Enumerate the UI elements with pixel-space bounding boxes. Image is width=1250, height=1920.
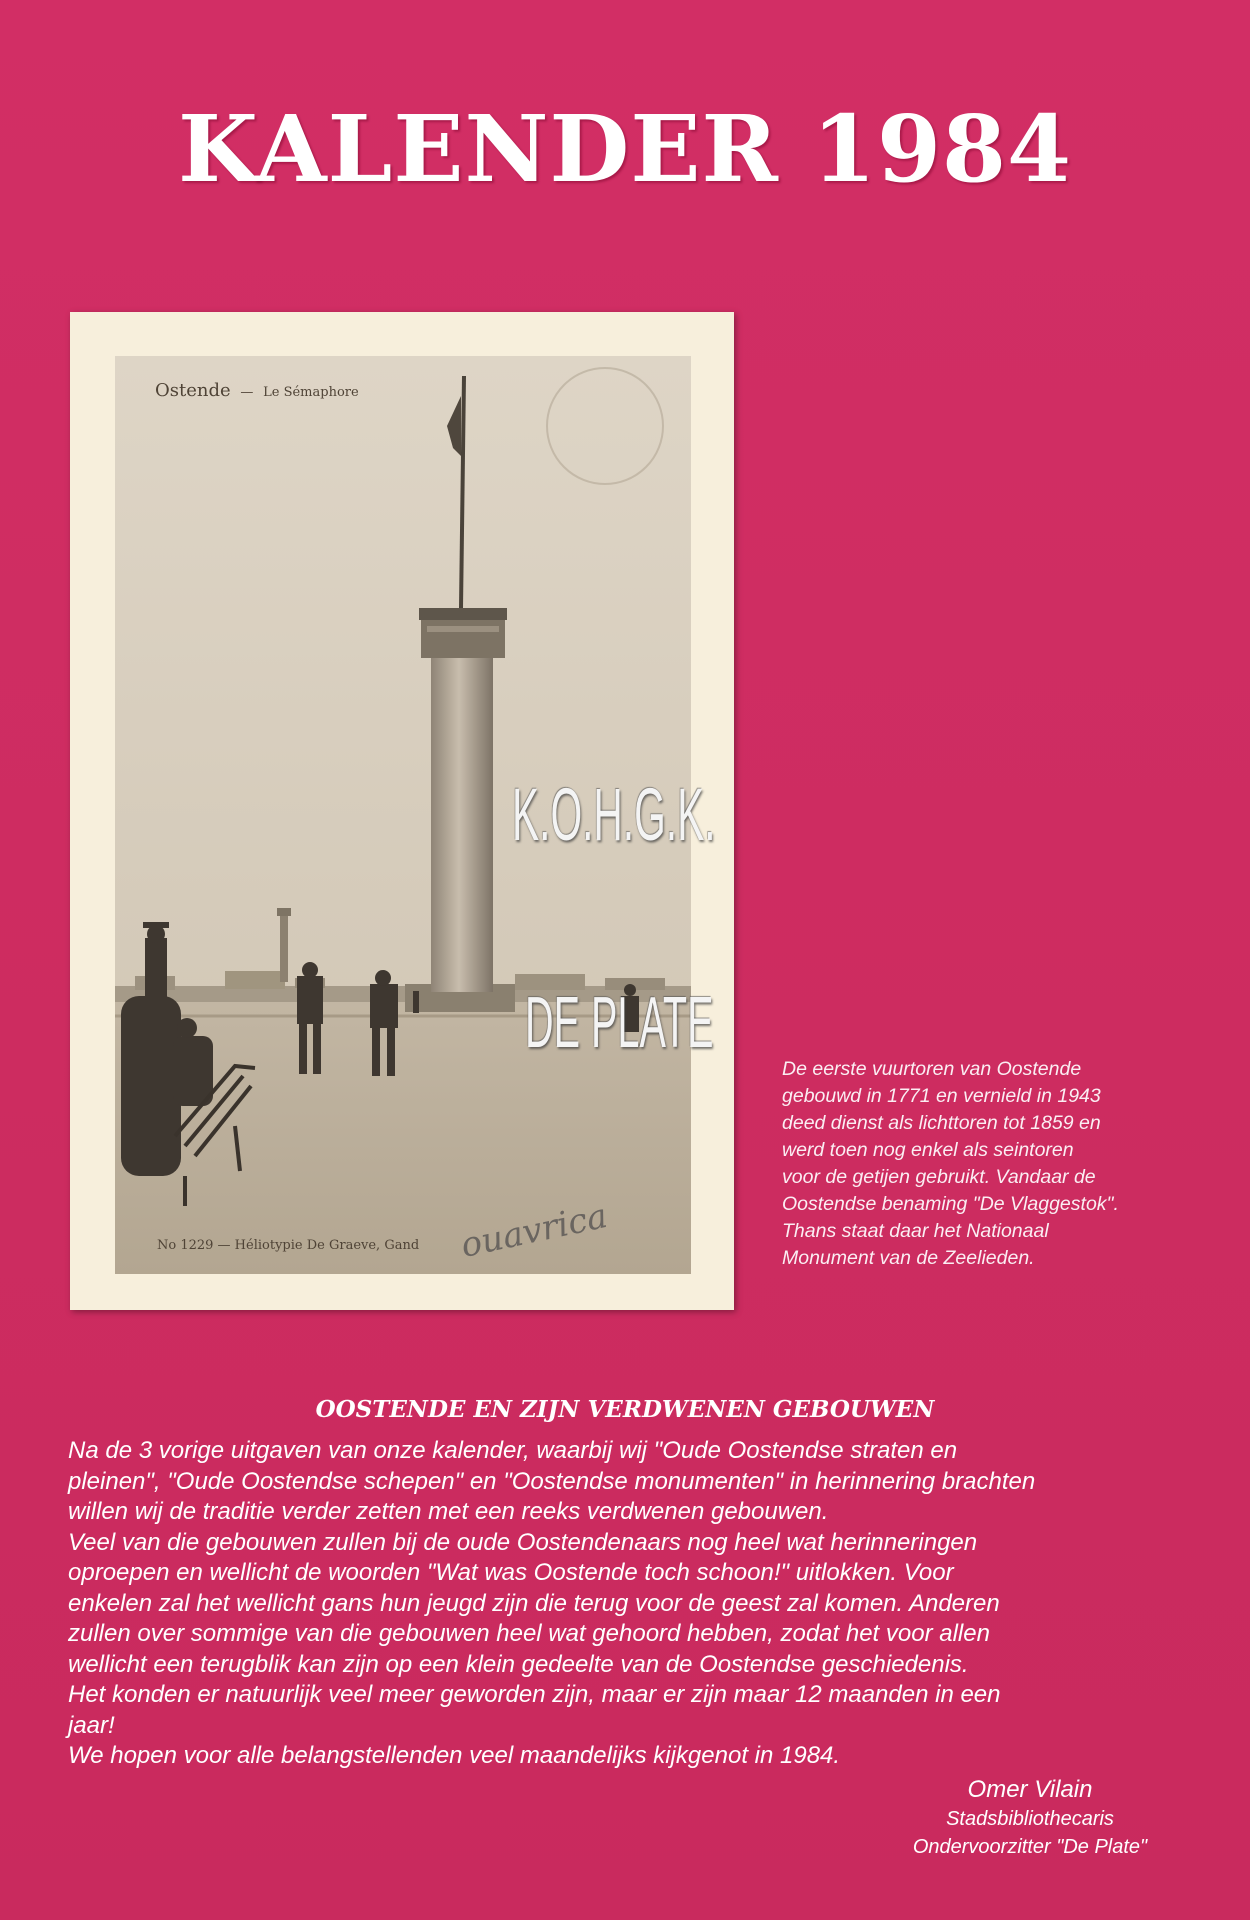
- watermark-de-plate: DE PLATE: [525, 983, 714, 1063]
- postcard-frame: [70, 312, 734, 1310]
- body-line: Veel van die gebouwen zullen bij de oude Oostendenaars nog heel wat herinneringen: [68, 1528, 978, 1556]
- postcard-subject: Le Sémaphore: [263, 385, 359, 400]
- body-line: We hopen voor alle belangstellenden veel maandelijks kijkgenot in 1984.: [68, 1742, 841, 1769]
- body-line: zullen over sommige van die gebouwen heel wat gehoord hebben, zodat het voor allen: [68, 1620, 990, 1647]
- postcard-caption-top: [155, 380, 359, 401]
- author-role-secondary: Ondervoorzitter "De Plate": [912, 1836, 1148, 1858]
- side-text-line: werd toen nog enkel als seintoren: [782, 1139, 1074, 1161]
- author-name: Omer Vilain: [967, 1776, 1093, 1803]
- side-text-line: voor de getijen gebruikt. Vandaar de: [782, 1166, 1096, 1188]
- lighthouse-description: [782, 1056, 1202, 1272]
- side-text-line: gebouwd in 1771 en vernield in 1943: [782, 1085, 1101, 1107]
- handwritten-signature: ouavrica: [457, 1196, 611, 1266]
- body-line: Het konden er natuurlijk veel meer geworden zijn, maar er zijn maar 12 maanden in een: [68, 1681, 1001, 1708]
- body-line: Na de 3 vorige uitgaven van onze kalender, waarbij wij "Oude Oostendse straten en: [68, 1437, 958, 1464]
- body-line: pleinen", "Oude Oostendse schepen" en "Oostendse monumenten" in herinnering brachten: [68, 1467, 1036, 1495]
- introduction-text: [68, 1436, 1188, 1772]
- page-title: KALENDER 1984: [178, 95, 1072, 203]
- body-line: wellicht een terugblik kan zijn op een klein gedeelte van de Oostendse geschiedenis.: [68, 1650, 969, 1678]
- author-role: Stadsbibliothecaris: [946, 1808, 1114, 1830]
- side-text-line: Oostendse benaming "De Vlaggestok".: [782, 1193, 1119, 1215]
- side-text-line: Thans staat daar het Nationaal: [782, 1220, 1049, 1242]
- body-line: willen wij de traditie verder zetten met een reeks verdwenen gebouwen.: [68, 1498, 829, 1525]
- postcard-dash: —: [240, 385, 254, 400]
- side-text-line: deed dienst als lichttoren tot 1859 en: [782, 1112, 1101, 1134]
- side-text-line: Monument van de Zeelieden.: [782, 1247, 1035, 1269]
- postcard-place: Ostende: [155, 380, 231, 401]
- body-line: enkelen zal het wellicht gans hun jeugd zijn die terug voor de geest zal komen. Anderen: [68, 1589, 1000, 1617]
- postcard-caption-bottom: No 1229 — Héliotypie De Graeve, Gand: [157, 1238, 420, 1253]
- body-line: jaar!: [68, 1711, 115, 1739]
- side-text-line: De eerste vuurtoren van Oostende: [782, 1058, 1082, 1080]
- author-signature-block: [880, 1775, 1180, 1861]
- body-line: oproepen en wellicht de woorden "Wat was Oostende toch schoon!" uitlokken. Voor: [68, 1559, 954, 1586]
- watermark-kohgk: K.O.H.G.K.: [512, 773, 716, 856]
- section-heading: OOSTENDE EN ZIJN VERDWENEN GEBOUWEN: [315, 1396, 935, 1423]
